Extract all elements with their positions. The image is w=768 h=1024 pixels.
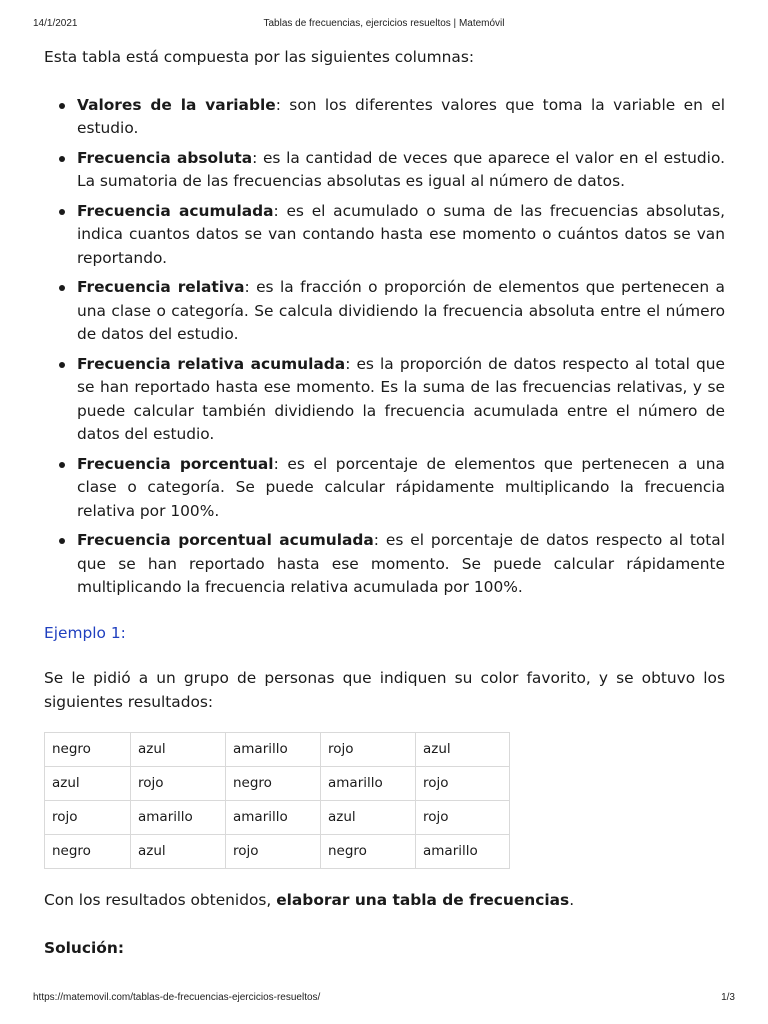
table-cell: negro [45, 835, 131, 869]
definition-term: Valores de la variable [77, 95, 276, 114]
table-cell: rojo [131, 767, 226, 801]
definition-item [77, 200, 725, 271]
definition-text: : es el acumulado o suma de las frecuencias absolutas, indica cuantos datos se van contando hasta ese momento o cuántos datos se van reportando. [77, 201, 725, 267]
definition-term: Frecuencia absoluta [77, 148, 253, 167]
definition-text: : es el porcentaje de datos respecto al total que se han reportado hasta ese momento. Se puede calcular rápidamente multiplicando la frecuencia relativa acumulada por 100%. [77, 531, 726, 596]
color-results-table [44, 732, 510, 869]
definition-item [77, 453, 725, 524]
table-cell: rojo [416, 801, 510, 835]
table-cell: amarillo [226, 801, 321, 835]
table-cell: rojo [416, 767, 510, 801]
definition-term: Frecuencia acumulada [77, 201, 274, 220]
definition-item [77, 529, 725, 600]
print-date: 14/1/2021 [33, 18, 78, 29]
table-cell: azul [321, 801, 416, 835]
definition-item [77, 353, 725, 447]
table-row [45, 767, 510, 801]
definition-term: Frecuencia porcentual acumulada [77, 531, 374, 549]
table-cell: amarillo [226, 733, 321, 767]
table-cell: negro [226, 767, 321, 801]
table-cell: rojo [321, 733, 416, 767]
definitions-list [44, 94, 725, 600]
definition-term: Frecuencia relativa acumulada [77, 354, 346, 373]
intro-paragraph: Esta tabla está compuesta por las siguientes columnas: [44, 48, 475, 66]
instruction-prefix: Con los resultados obtenidos, [44, 891, 277, 909]
table-cell: azul [45, 767, 131, 801]
table-row [45, 801, 510, 835]
print-header [33, 18, 735, 32]
table-cell: azul [416, 733, 510, 767]
table-cell: rojo [226, 835, 321, 869]
definition-text: : son los diferentes valores que toma la variable en el estudio. [77, 95, 726, 137]
print-page-title: Tablas de frecuencias, ejercicios resueltos | Matemóvil [263, 18, 505, 29]
table-cell: amarillo [416, 835, 510, 869]
definition-text: : es la fracción o proporción de elementos que pertenecen a una clase o categoría. Se calcula dividiendo la frecuencia absoluta entre el número de datos del estudio. [77, 278, 725, 343]
solution-heading: Solución: [44, 938, 124, 957]
table-row [45, 835, 510, 869]
table-cell: amarillo [321, 767, 416, 801]
definition-text: : es el porcentaje de elementos que pertenecen a una clase o categoría. Se puede calcular rápidamente multiplicando la frecuencia relativa por 100%. [77, 454, 725, 520]
instruction-paragraph [44, 889, 725, 913]
definition-term: Frecuencia porcentual [77, 454, 274, 473]
table-cell: negro [321, 835, 416, 869]
instruction-suffix: . [569, 891, 575, 909]
definition-text: : es la proporción de datos respecto al total que se han reportado hasta ese momento. Es la suma de las frecuencias relativas, y se puede calcular también dividiendo la frecuencia acumulada entre el número de datos del estudio. [77, 354, 725, 443]
article-content [44, 46, 725, 960]
definition-term: Frecuencia relativa [77, 278, 245, 296]
example-statement: Se le pidió a un grupo de personas que indiquen su color favorito, y se obtuvo los siguientes resultados: [44, 669, 725, 711]
table-cell: rojo [45, 801, 131, 835]
example-title: Ejemplo 1: [44, 623, 126, 642]
definition-item [77, 147, 725, 194]
definition-text: : es la cantidad de veces que aparece el valor en el estudio. La sumatoria de las frecuencias absolutas es igual al número de datos. [77, 148, 725, 190]
definition-item [77, 94, 725, 141]
table-cell: negro [45, 733, 131, 767]
print-footer [33, 992, 735, 1006]
table-cell: azul [131, 835, 226, 869]
table-row [45, 733, 510, 767]
definition-item [77, 276, 725, 347]
print-url: https://matemovil.com/tablas-de-frecuencias-ejercicios-resueltos/ [33, 992, 321, 1003]
table-cell: azul [131, 733, 226, 767]
print-page-number: 1/3 [721, 992, 735, 1003]
instruction-emphasis: elaborar una tabla de frecuencias [276, 891, 570, 909]
table-cell: amarillo [131, 801, 226, 835]
